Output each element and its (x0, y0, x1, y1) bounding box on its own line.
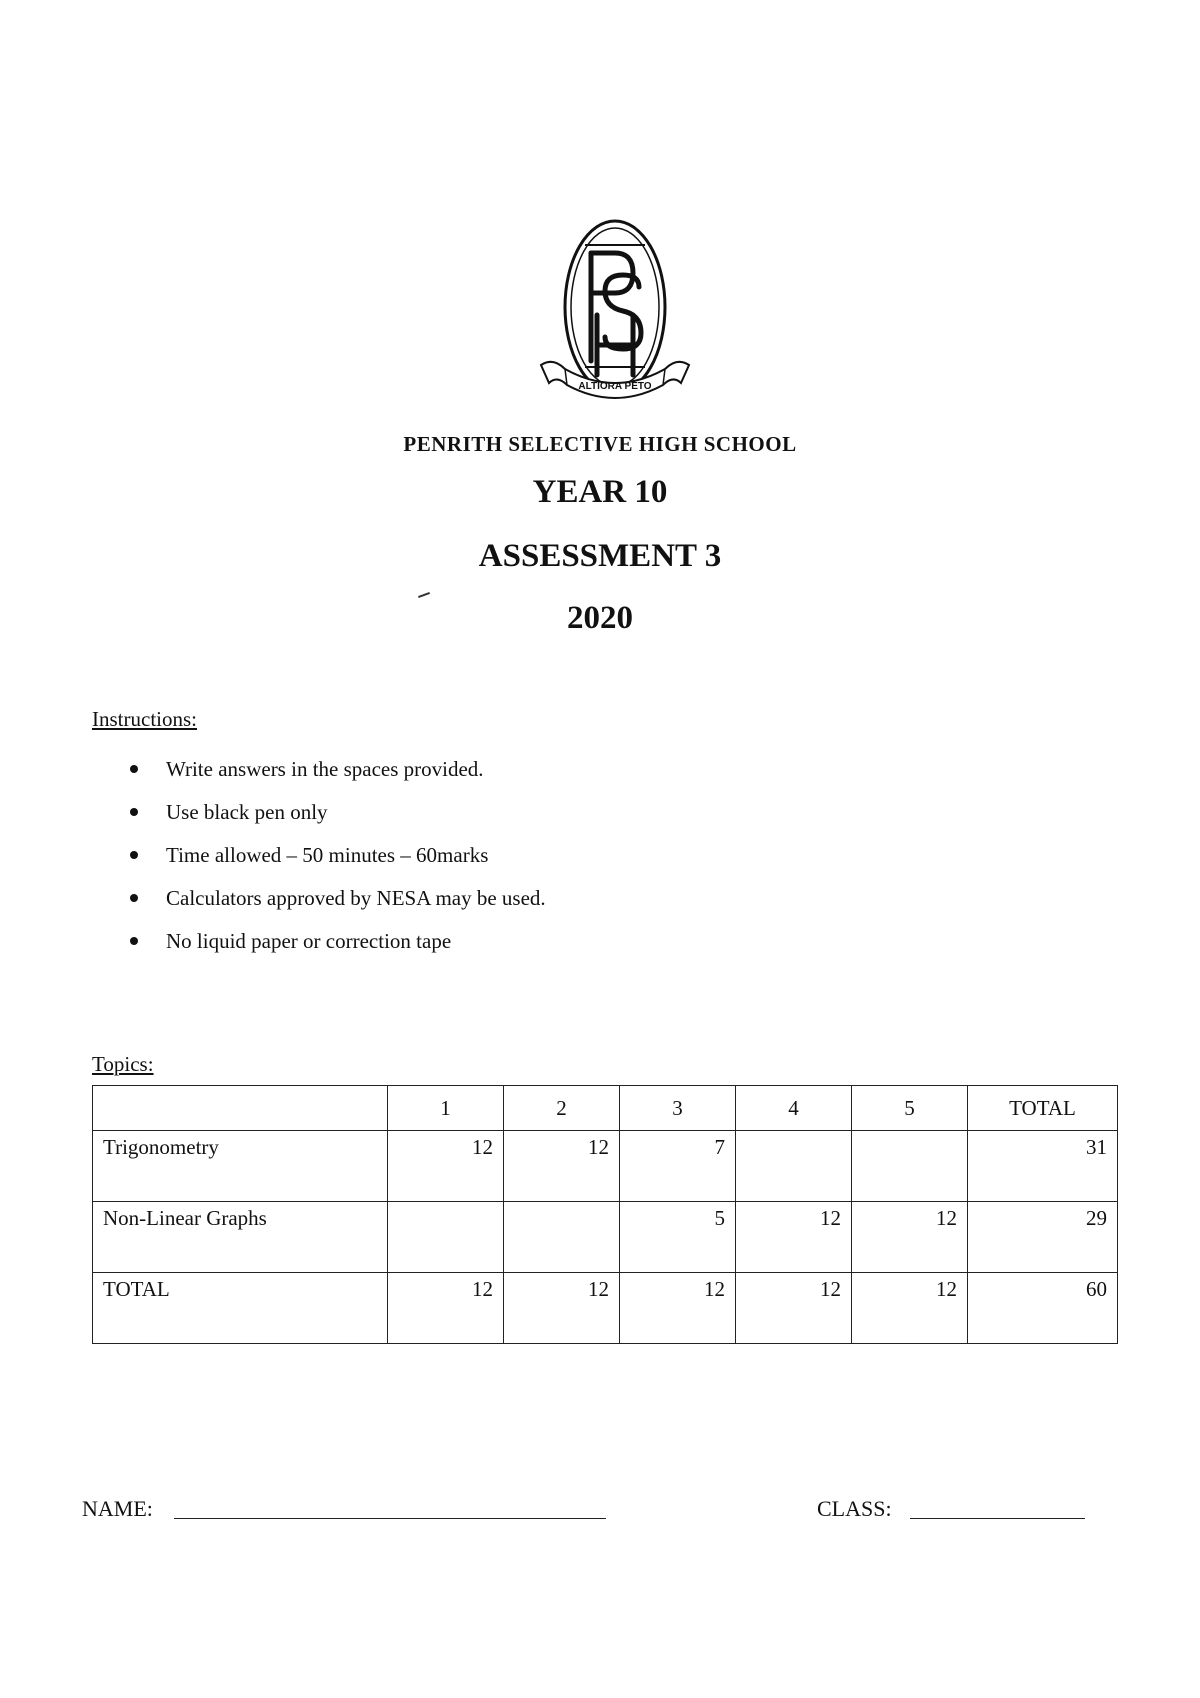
topic-name-cell: TOTAL (93, 1273, 388, 1344)
class-write-line[interactable] (910, 1518, 1085, 1519)
instruction-item (130, 877, 590, 920)
column-header-question-2: 2 (504, 1086, 620, 1131)
bullet-icon (130, 937, 138, 945)
instructions-label: Instructions: (92, 707, 197, 731)
marks-cell (388, 1202, 504, 1273)
exam-year-heading: 2020 (567, 600, 633, 636)
bullet-icon (130, 894, 138, 902)
instruction-item (130, 920, 590, 963)
instruction-text: Calculators approved by NESA may be used. (166, 886, 546, 910)
column-header-question-1: 1 (388, 1086, 504, 1131)
column-header-question-3: 3 (620, 1086, 736, 1131)
marks-cell (504, 1202, 620, 1273)
marks-cell: 12 (736, 1202, 852, 1273)
topics-label: Topics: (92, 1052, 154, 1076)
instruction-item (130, 834, 590, 877)
class-field-label: CLASS: (817, 1496, 892, 1521)
bullet-icon (130, 808, 138, 816)
column-header-question-5: 5 (852, 1086, 968, 1131)
year-level-heading: YEAR 10 (532, 474, 668, 510)
marks-cell: 12 (852, 1202, 968, 1273)
instruction-text: Use black pen only (166, 800, 328, 824)
instruction-text: Time allowed – 50 minutes – 60marks (166, 843, 489, 867)
table-row (93, 1131, 1118, 1202)
marks-cell: 12 (620, 1273, 736, 1344)
total-cell: 29 (968, 1202, 1118, 1273)
marks-cell (736, 1131, 852, 1202)
school-name: PENRITH SELECTIVE HIGH SCHOOL (403, 432, 797, 456)
marks-cell: 7 (620, 1131, 736, 1202)
table-header-row (93, 1086, 1118, 1131)
topic-name-cell: Non-Linear Graphs (93, 1202, 388, 1273)
instruction-text: No liquid paper or correction tape (166, 929, 452, 953)
marks-cell: 5 (620, 1202, 736, 1273)
total-cell: 60 (968, 1273, 1118, 1344)
table-row (93, 1202, 1118, 1273)
marks-cell: 12 (504, 1273, 620, 1344)
marks-cell: 12 (388, 1131, 504, 1202)
name-write-line[interactable] (174, 1518, 606, 1519)
table-row (93, 1273, 1118, 1344)
instructions-list (130, 748, 590, 963)
marks-cell: 12 (736, 1273, 852, 1344)
assessment-heading: ASSESSMENT 3 (478, 538, 722, 574)
instruction-text: Write answers in the spaces provided. (166, 757, 484, 781)
bullet-icon (130, 765, 138, 773)
column-header-topic (93, 1086, 388, 1131)
column-header-total: TOTAL (968, 1086, 1118, 1131)
instruction-item (130, 748, 590, 791)
bullet-icon (130, 851, 138, 859)
crest-motto: ALTIORA PETO (578, 381, 652, 392)
instruction-item (130, 791, 590, 834)
topic-name-cell: Trigonometry (93, 1131, 388, 1202)
marks-cell: 12 (388, 1273, 504, 1344)
marks-cell: 12 (852, 1273, 968, 1344)
topics-marks-table (92, 1085, 1118, 1344)
stray-pen-mark (418, 592, 430, 598)
marks-cell: 12 (504, 1131, 620, 1202)
total-cell: 31 (968, 1131, 1118, 1202)
name-field-label: NAME: (82, 1496, 153, 1521)
column-header-question-4: 4 (736, 1086, 852, 1131)
marks-cell (852, 1131, 968, 1202)
school-crest-logo (535, 215, 695, 420)
